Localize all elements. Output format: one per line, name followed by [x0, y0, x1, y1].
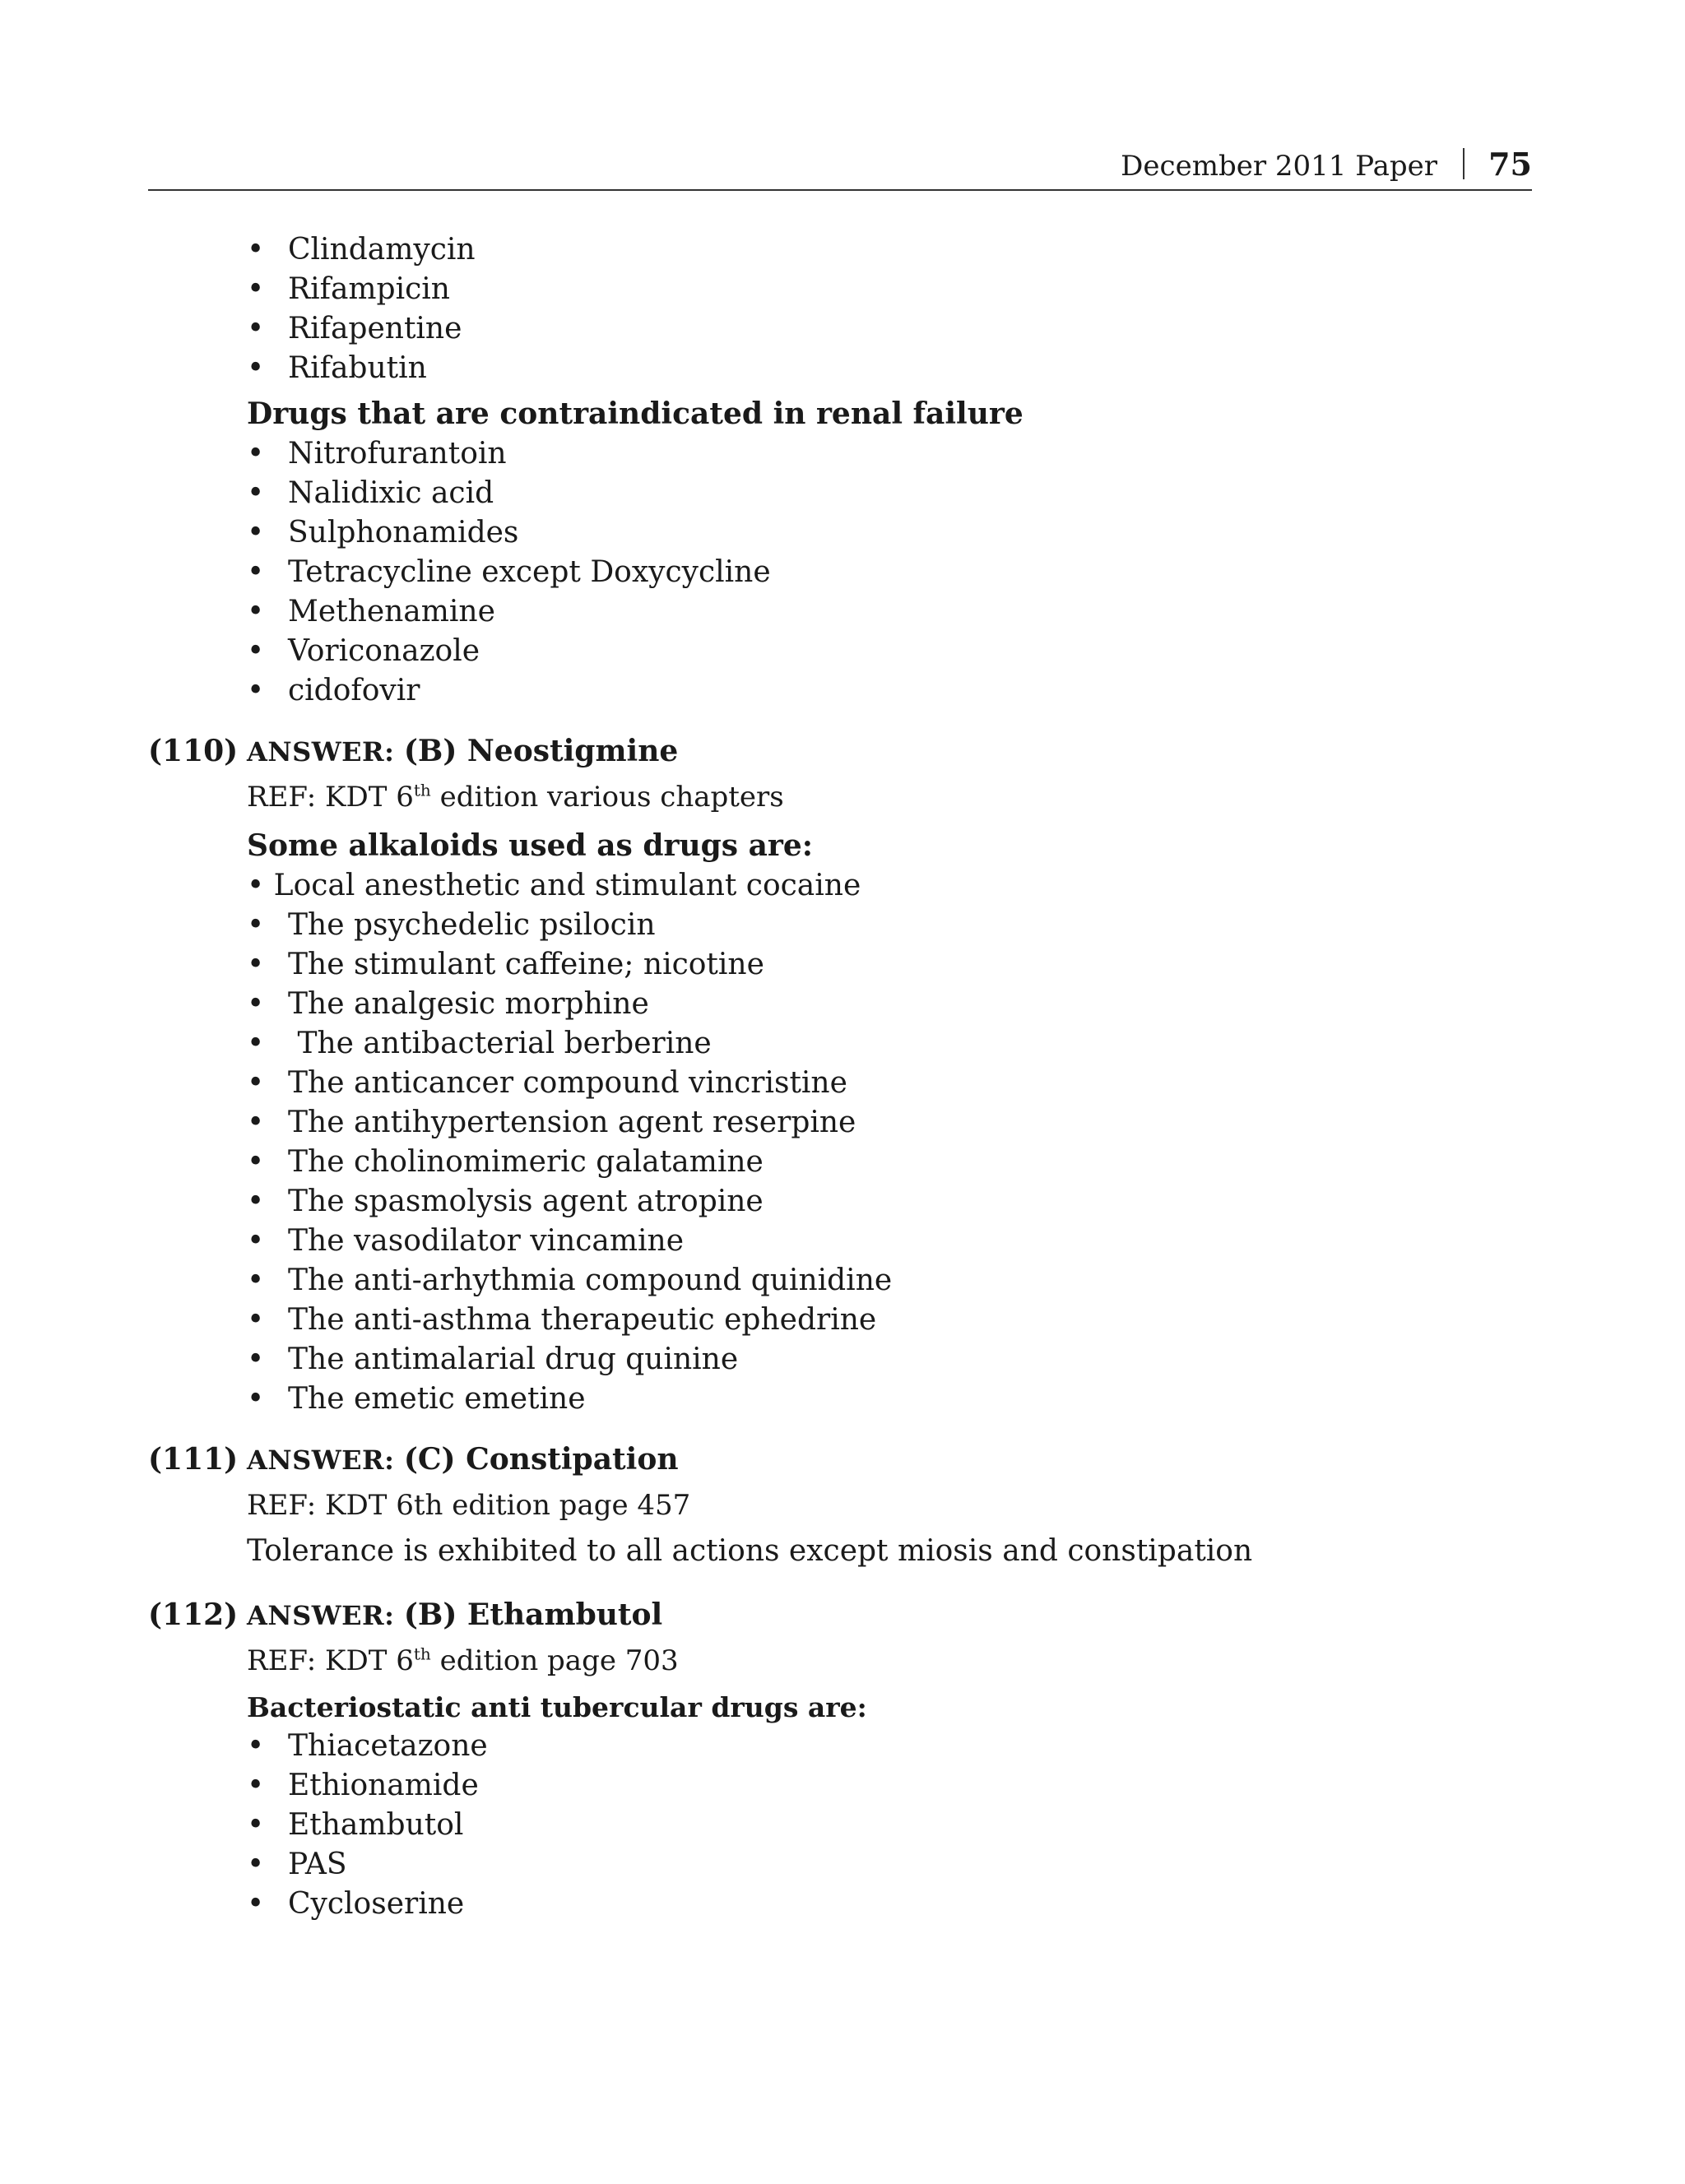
list-item: • Cycloserine: [247, 1885, 1530, 1924]
bacteriostatic-heading: Bacteriostatic anti tubercular drugs are:: [247, 1691, 867, 1723]
page-header: [148, 140, 1532, 191]
list-item: • cidofovir: [247, 671, 1530, 711]
bullet-icon: •: [247, 1106, 265, 1139]
alkaloids-list: [247, 906, 1530, 1419]
list-item: • The antihypertension agent reserpine: [247, 1103, 1530, 1143]
bullet-icon: •: [247, 948, 265, 981]
reference: REF: KDT 6th edition various chapters: [247, 780, 784, 814]
bullet-icon: •: [247, 1303, 265, 1337]
answer-label: ANSWER:: [247, 1600, 395, 1631]
bullet-icon: •: [247, 987, 265, 1021]
list-item: • Clindamycin: [247, 230, 1530, 270]
renal-failure-list: [247, 434, 1530, 711]
answer-line: [247, 1437, 1530, 1482]
answer-text: (B) Ethambutol: [403, 1597, 663, 1632]
list-item: • The anticancer compound vincristine: [247, 1064, 1530, 1103]
list-item: • The spasmolysis agent atropine: [247, 1182, 1530, 1222]
bullet-icon: •: [247, 595, 265, 628]
bullet-icon: •: [247, 272, 265, 306]
list-item: • The analgesic morphine: [247, 985, 1530, 1024]
question-110: [148, 729, 1530, 1419]
list-item: • Thiacetazone: [247, 1727, 1530, 1766]
question-number: (110): [148, 734, 239, 768]
bullet-icon: •: [247, 1382, 265, 1416]
bullet-icon: •: [247, 1729, 265, 1763]
list-item: • Sulphonamides: [247, 513, 1530, 553]
list-item: • The anti-arhythmia compound quinidine: [247, 1261, 1530, 1301]
bullet-icon: •: [247, 516, 265, 549]
list-item: • The emetic emetine: [247, 1379, 1530, 1419]
answer-label: ANSWER:: [247, 1444, 395, 1476]
answer-text: (B) Neostigmine: [403, 734, 679, 768]
list-item: • Rifapentine: [247, 309, 1530, 349]
top-drug-list-section: [247, 230, 1530, 388]
page-number: 75: [1488, 146, 1532, 183]
bullet-icon: •: [247, 908, 265, 942]
question-111: [148, 1437, 1530, 1574]
bullet-icon: •: [247, 555, 265, 589]
list-item: • PAS: [247, 1845, 1530, 1885]
list-item: • Tetracycline except Doxycycline: [247, 553, 1530, 592]
list-item: • The antimalarial drug quinine: [247, 1340, 1530, 1379]
renal-failure-heading: Drugs that are contraindicated in renal failure: [247, 396, 1024, 431]
bullet-icon: •: [247, 1769, 265, 1802]
bullet-icon: •: [247, 1342, 265, 1376]
bullet-icon: •: [247, 1808, 265, 1842]
list-item: • The antibacterial berberine: [247, 1024, 1530, 1064]
header-separator: [1463, 148, 1465, 179]
list-item: • The anti-asthma therapeutic ephedrine: [247, 1301, 1530, 1340]
answer-label: ANSWER:: [247, 736, 395, 767]
page-content: [148, 230, 1530, 1924]
list-item: • The vasodilator vincamine: [247, 1222, 1530, 1261]
alkaloids-heading: Some alkaloids used as drugs are:: [247, 828, 814, 863]
bullet-icon: •: [247, 1887, 265, 1921]
bullet-icon: •: [247, 476, 265, 510]
bullet-icon: •: [247, 674, 265, 707]
list-item: • Ethambutol: [247, 1806, 1530, 1845]
answer-line: [247, 729, 1530, 774]
reference: REF: KDT 6th edition page 703: [247, 1644, 679, 1677]
bullet-icon: •: [247, 1264, 265, 1297]
top-drug-list: [247, 230, 1530, 388]
list-item: • The stimulant caffeine; nicotine: [247, 945, 1530, 985]
bullet-icon: •: [247, 1066, 265, 1100]
bullet-icon: •: [247, 437, 265, 471]
list-item: • Voriconazole: [247, 632, 1530, 671]
explanation-text: Tolerance is exhibited to all actions except miosis and constipation: [247, 1534, 1253, 1568]
answer-line: [247, 1593, 1530, 1638]
question-number: (111): [148, 1442, 239, 1477]
list-item: • The cholinomimeric galatamine: [247, 1143, 1530, 1182]
list-item: • Rifabutin: [247, 349, 1530, 388]
header-title: December 2011 Paper: [1121, 150, 1437, 183]
bullet-icon: •: [247, 1224, 265, 1258]
bullet-icon: •: [247, 351, 265, 385]
list-item: • Nitrofurantoin: [247, 434, 1530, 474]
bullet-icon: •: [247, 312, 265, 345]
answer-text: (C) Constipation: [403, 1442, 679, 1477]
bullet-icon: •: [247, 1027, 265, 1060]
bullet-icon: •: [247, 1145, 265, 1179]
bullet-icon: •: [247, 233, 265, 267]
list-item: • Local anesthetic and stimulant cocaine: [247, 869, 861, 902]
question-112: [148, 1593, 1530, 1924]
list-item: • Ethionamide: [247, 1766, 1530, 1806]
renal-failure-section: [247, 393, 1530, 711]
list-item: • Methenamine: [247, 592, 1530, 632]
bacteriostatic-list: [247, 1727, 1530, 1924]
reference: REF: KDT 6th edition page 457: [247, 1489, 691, 1522]
bullet-icon: •: [247, 1848, 265, 1881]
list-item: • The psychedelic psilocin: [247, 906, 1530, 945]
bullet-icon: •: [247, 634, 265, 668]
list-item: • Nalidixic acid: [247, 474, 1530, 513]
bullet-icon: •: [247, 1185, 265, 1218]
question-number: (112): [148, 1597, 239, 1632]
list-item: • Rifampicin: [247, 270, 1530, 309]
